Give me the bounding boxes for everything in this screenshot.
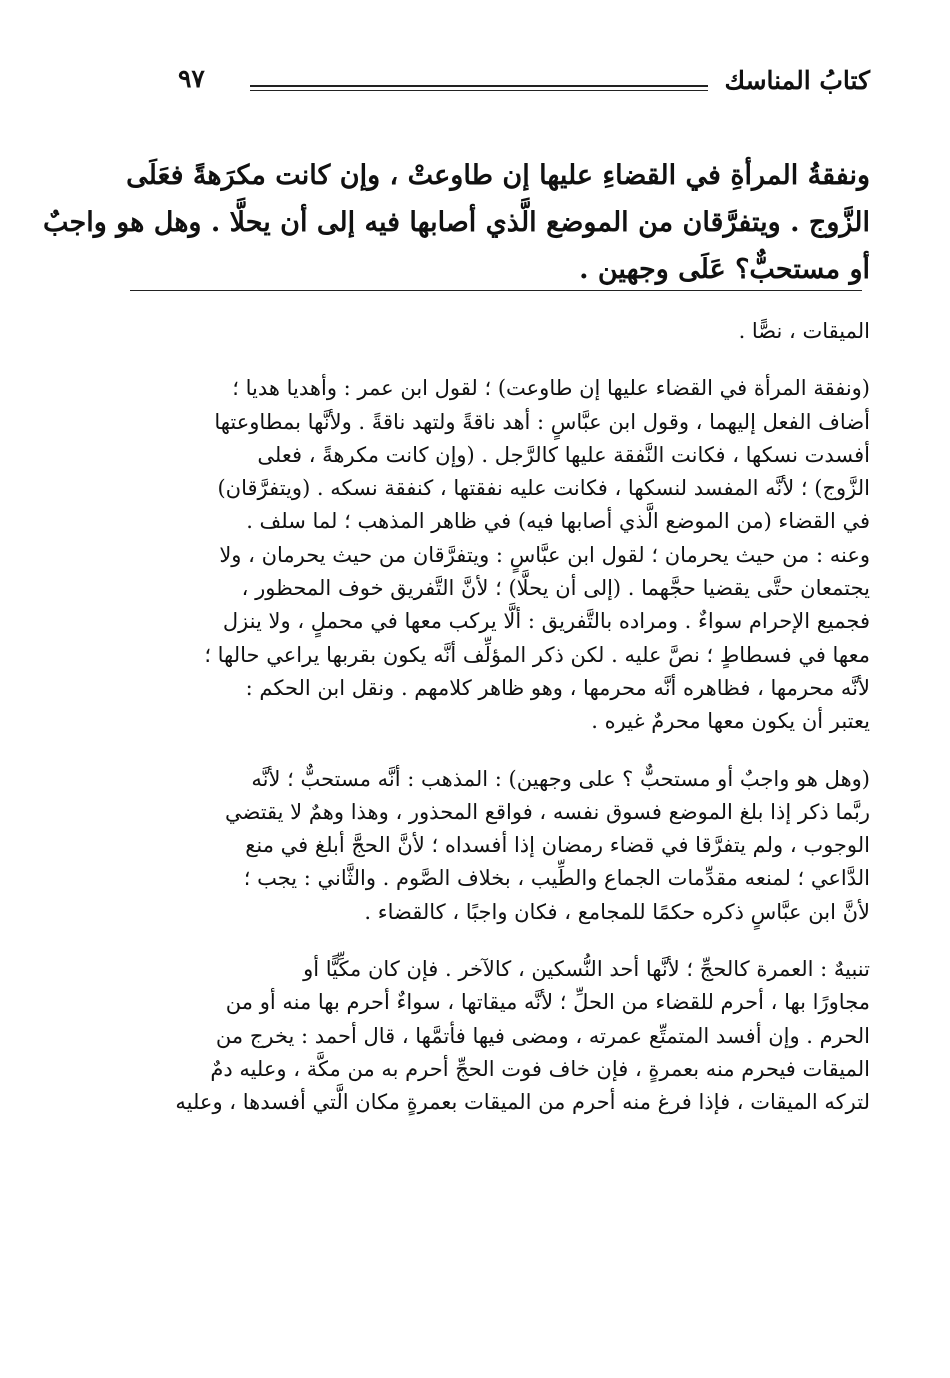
commentary-line: يعتبر أن يكون معها محرمٌ غيره . xyxy=(591,709,870,734)
commentary-line: تنبيهٌ : العمرة كالحجِّ ؛ لأنَّها أحد النُّسكين ، كالآخر . فإن كان مكِّيًّا أو xyxy=(303,957,870,982)
commentary-line: معها في فسطاطٍ ؛ نصَّ عليه . لكن ذكر المؤلِّف أنَّه يكون بقربها يراعي حالها ؛ xyxy=(204,642,870,667)
commentary-line: الميقات ، نصًّا . xyxy=(738,319,870,343)
matn-line: أو مستحبٌّ؟ عَلَى وجهين . xyxy=(579,254,870,285)
matn-separator-rule xyxy=(130,290,862,291)
commentary-line: أضاف الفعل إليهما ، وقول ابن عبَّاسٍ : أهد ناقةً ولتهد ناقةً . ولأنَّها بمطاوعتها xyxy=(214,409,870,434)
commentary-line: لأنَّه محرمها ، فظاهره أنَّه محرمها ، وهو ظاهر كلامهم . ونقل ابن الحكم : xyxy=(245,675,870,700)
commentary-text xyxy=(130,315,870,1120)
commentary-line: أفسدت نسكها ، فكانت النَّفقة عليها كالرَّجل . (وإن كانت مكرهةً ، فعلى xyxy=(257,442,870,467)
commentary-line: يجتمعان حتَّى يقضيا حجَّهما . (إلى أن يحلَّا) ؛ لأنَّ التَّفريق خوف المحظور ، xyxy=(241,576,870,601)
commentary-line: في القضاء (من الموضع الَّذي أصابها فيه) في ظاهر المذهب ؛ لما سلف . xyxy=(246,509,870,534)
header-rule xyxy=(250,85,708,91)
commentary-line: (وهل هو واجبٌ أو مستحبٌّ ؟ على وجهين) : المذهب : أنَّه مستحبٌّ ؛ لأنَّه xyxy=(251,766,870,791)
running-header xyxy=(130,66,870,116)
commentary-line: (ونفقة المرأة في القضاء عليها إن طاوعت) ؛ لقول ابن عمر : وأهديا هديا ؛ xyxy=(232,376,870,401)
commentary-line: فجميع الإحرام سواءٌ . ومراده بالتَّفريق : ألَّا يركب معها في محملٍ ، ولا ينزل xyxy=(222,609,870,634)
commentary-line: وعنه : من حيث يحرمان ؛ لقول ابن عبَّاسٍ : ويتفرَّقان من حيث يحرمان ، ولا xyxy=(219,542,870,567)
matn-text xyxy=(43,152,870,293)
matn-line: ونفقةُ المرأةِ في القضاءِ عليها إن طاوعتْ ، وإن كانت مكرَهةً فعَلَى xyxy=(126,160,870,191)
commentary-line: لتركه الميقات ، فإذا فرغ منه أحرم من الميقات بعمرةٍ مكان الَّتي أفسدها ، وعليه xyxy=(175,1090,870,1115)
commentary-line: مجاورًا بها ، أحرم للقضاء من الحلِّ ؛ لأنَّه ميقاتها ، سواءٌ أحرم بها منه أو من xyxy=(225,990,870,1015)
matn-line: الزَّوج . ويتفرَّقان من الموضع الَّذي أصابها فيه إلى أن يحلَّا . وهل هو واجبٌ xyxy=(43,207,870,238)
book-title: كتابُ المناسك xyxy=(724,66,870,95)
commentary-line: الوجوب ، ولم يتفرَّقا في قضاء رمضان إذا أفسداه ؛ لأنَّ الحجَّ أبلغ في منع xyxy=(245,833,870,858)
page-number: ٩٧ xyxy=(178,64,205,93)
commentary-line: الميقات فيحرم منه بعمرةٍ ، فإن خاف فوت الحجِّ أحرم به من مكَّة ، وعليه دمٌ xyxy=(210,1056,870,1081)
commentary-line: لأنَّ ابن عبَّاسٍ ذكره حكمًا للمجامع ، فكان واجبًا ، كالقضاء . xyxy=(364,899,870,924)
commentary-line: الدَّاعي ؛ لمنعه مقدِّمات الجماع والطِّيب ، بخلاف الصَّوم . والثَّاني : يجب ؛ xyxy=(243,866,870,891)
commentary-line: الحرم . وإن أفسد المتمتِّع عمرته ، ومضى فيها فأتمَّها ، قال أحمد : يخرج من xyxy=(215,1023,870,1048)
commentary-line: ربَّما ذكر إذا بلغ الموضع فسوق نفسه ، فواقع المحذور ، وهذا وهمٌ لا يقتضي xyxy=(224,799,870,824)
commentary-line: الزَّوج) ؛ لأنَّه المفسد لنسكها ، فكانت عليه نفقتها ، كنفقة نسكه . (ويتفرَّقان) xyxy=(217,476,870,501)
